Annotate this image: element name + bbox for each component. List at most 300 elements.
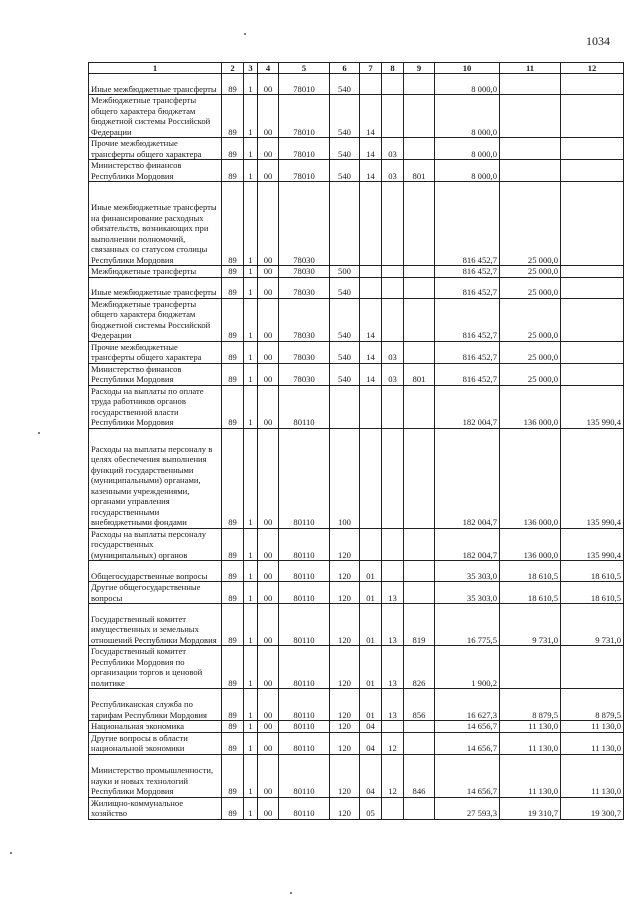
table-cell — [360, 266, 382, 278]
table-row — [89, 428, 624, 528]
row-label: Государственный комитет Республики Мордовия по организации торгов и ценовой политике — [89, 646, 222, 689]
row-label: Министерство финансов Республики Мордовия — [89, 160, 222, 182]
table-cell: 8 000,0 — [435, 95, 500, 138]
table-cell: 801 — [404, 160, 435, 182]
table-cell: 500 — [330, 266, 360, 278]
table-cell: 00 — [258, 160, 279, 182]
table-cell — [382, 298, 404, 341]
table-cell: 25 000,0 — [500, 298, 561, 341]
table-cell — [382, 797, 404, 819]
table-cell: 8 879,5 — [561, 689, 624, 721]
table-cell: 11 130,0 — [500, 754, 561, 797]
table-cell — [500, 95, 561, 138]
table-cell: 1 — [244, 298, 258, 341]
table-cell — [561, 95, 624, 138]
table-cell: 826 — [404, 646, 435, 689]
table-cell: 00 — [258, 428, 279, 528]
table-cell: 01 — [360, 561, 382, 582]
row-label: Другие общегосударственные вопросы — [89, 582, 222, 604]
table-cell: 03 — [382, 341, 404, 363]
table-cell: 25 000,0 — [500, 363, 561, 385]
table-cell: 03 — [382, 363, 404, 385]
row-label: Расходы на выплаты по оплате труда работников органов государственной власти Республики Мордовия — [89, 385, 222, 428]
row-label: Межбюджетные трансферты общего характера бюджетам бюджетной системы Российской Федерации — [89, 95, 222, 138]
column-header: 2 — [222, 63, 244, 74]
table-cell: 120 — [330, 689, 360, 721]
table-cell: 80110 — [279, 754, 330, 797]
table-cell: 801 — [404, 363, 435, 385]
column-header: 8 — [382, 63, 404, 74]
table-cell: 89 — [222, 277, 244, 298]
table-row — [89, 95, 624, 138]
table-cell: 1 — [244, 528, 258, 561]
table-cell: 1 — [244, 363, 258, 385]
table-cell: 35 303,0 — [435, 561, 500, 582]
table-cell: 89 — [222, 732, 244, 754]
table-cell: 120 — [330, 721, 360, 733]
table-cell — [330, 182, 360, 266]
table-cell: 04 — [360, 732, 382, 754]
table-cell: 1 — [244, 582, 258, 604]
table-cell — [561, 341, 624, 363]
table-cell: 540 — [330, 138, 360, 160]
table-cell: 01 — [360, 646, 382, 689]
table-row — [89, 732, 624, 754]
table-cell: 856 — [404, 689, 435, 721]
table-cell — [404, 182, 435, 266]
table-cell: 89 — [222, 385, 244, 428]
scan-speck — [290, 892, 292, 894]
table-cell: 120 — [330, 732, 360, 754]
table-cell: 18 610,5 — [500, 582, 561, 604]
table-cell: 89 — [222, 646, 244, 689]
table-cell: 89 — [222, 528, 244, 561]
table-cell: 14 — [360, 363, 382, 385]
table-cell — [382, 528, 404, 561]
column-header: 4 — [258, 63, 279, 74]
column-header: 3 — [244, 63, 258, 74]
table-cell: 1 — [244, 95, 258, 138]
table-cell: 11 130,0 — [561, 732, 624, 754]
table-cell: 120 — [330, 604, 360, 646]
table-cell: 816 452,7 — [435, 298, 500, 341]
table-cell — [404, 74, 435, 95]
table-cell — [360, 182, 382, 266]
row-label: Общегосударственные вопросы — [89, 561, 222, 582]
table-cell — [404, 138, 435, 160]
row-label: Расходы на выплаты персоналу государственных (муниципальных) органов — [89, 528, 222, 561]
column-header: 12 — [561, 63, 624, 74]
table-cell: 80110 — [279, 604, 330, 646]
table-cell: 1 — [244, 797, 258, 819]
table-cell: 12 — [382, 754, 404, 797]
table-cell: 136 000,0 — [500, 528, 561, 561]
table-row — [89, 74, 624, 95]
table-cell — [382, 385, 404, 428]
table-cell — [404, 298, 435, 341]
table-cell: 78010 — [279, 138, 330, 160]
table-cell: 182 004,7 — [435, 385, 500, 428]
table-row — [89, 182, 624, 266]
table-cell: 89 — [222, 721, 244, 733]
table-cell: 13 — [382, 604, 404, 646]
row-label: Межбюджетные трансферты — [89, 266, 222, 278]
table-cell: 89 — [222, 561, 244, 582]
table-row — [89, 138, 624, 160]
row-label: Иные межбюджетные трансферты — [89, 74, 222, 95]
table-cell: 100 — [330, 428, 360, 528]
row-label: Прочие межбюджетные трансферты общего характера — [89, 138, 222, 160]
table-cell: 182 004,7 — [435, 428, 500, 528]
table-cell: 1 — [244, 138, 258, 160]
table-cell: 11 130,0 — [500, 732, 561, 754]
table-cell: 00 — [258, 689, 279, 721]
row-label: Межбюджетные трансферты общего характера бюджетам бюджетной системы Российской Федерации — [89, 298, 222, 341]
table-cell: 78030 — [279, 341, 330, 363]
table-cell: 89 — [222, 754, 244, 797]
table-cell: 14 656,7 — [435, 754, 500, 797]
table-cell — [561, 298, 624, 341]
table-cell — [561, 646, 624, 689]
table-cell — [360, 277, 382, 298]
table-cell: 00 — [258, 561, 279, 582]
table-cell — [404, 277, 435, 298]
table-cell — [500, 138, 561, 160]
table-cell: 540 — [330, 160, 360, 182]
table-cell — [500, 646, 561, 689]
table-row — [89, 341, 624, 363]
table-cell — [404, 721, 435, 733]
table-cell: 01 — [360, 582, 382, 604]
table-row — [89, 689, 624, 721]
scan-speck — [244, 33, 246, 35]
row-label: Республиканская служба по тарифам Республики Мордовия — [89, 689, 222, 721]
table-cell: 14 — [360, 138, 382, 160]
table-cell: 80110 — [279, 582, 330, 604]
table-cell: 1 — [244, 277, 258, 298]
table-cell: 11 130,0 — [561, 721, 624, 733]
table-cell — [404, 95, 435, 138]
table-cell: 80110 — [279, 721, 330, 733]
table-cell: 540 — [330, 95, 360, 138]
table-cell: 00 — [258, 732, 279, 754]
table-cell: 25 000,0 — [500, 182, 561, 266]
table-cell: 120 — [330, 754, 360, 797]
table-cell: 00 — [258, 721, 279, 733]
table-cell: 14 656,7 — [435, 732, 500, 754]
table-cell: 136 000,0 — [500, 385, 561, 428]
table-cell: 89 — [222, 138, 244, 160]
table-cell — [360, 74, 382, 95]
table-cell: 89 — [222, 582, 244, 604]
table-cell: 120 — [330, 646, 360, 689]
table-cell — [382, 74, 404, 95]
table-cell: 1 — [244, 561, 258, 582]
table-cell — [404, 797, 435, 819]
table-cell: 1 — [244, 160, 258, 182]
table-header-row — [89, 63, 624, 74]
column-header: 7 — [360, 63, 382, 74]
table-cell — [360, 428, 382, 528]
table-cell — [404, 528, 435, 561]
table-cell: 819 — [404, 604, 435, 646]
table-cell: 89 — [222, 95, 244, 138]
table-cell — [382, 561, 404, 582]
column-header: 11 — [500, 63, 561, 74]
table-cell: 80110 — [279, 528, 330, 561]
table-cell: 120 — [330, 797, 360, 819]
table-cell — [382, 428, 404, 528]
table-cell — [382, 266, 404, 278]
table-cell: 120 — [330, 561, 360, 582]
table-cell: 816 452,7 — [435, 341, 500, 363]
table-cell: 19 310,7 — [500, 797, 561, 819]
table-cell — [500, 160, 561, 182]
table-row — [89, 646, 624, 689]
table-cell: 89 — [222, 298, 244, 341]
table-cell: 89 — [222, 160, 244, 182]
table-cell: 00 — [258, 582, 279, 604]
table-cell: 846 — [404, 754, 435, 797]
table-cell: 78030 — [279, 277, 330, 298]
table-cell — [382, 95, 404, 138]
table-cell: 19 300,7 — [561, 797, 624, 819]
table-cell: 80110 — [279, 732, 330, 754]
table-cell: 00 — [258, 528, 279, 561]
row-label: Прочие межбюджетные трансферты общего характера — [89, 341, 222, 363]
table-cell: 89 — [222, 266, 244, 278]
table-cell: 1 — [244, 182, 258, 266]
table-cell: 80110 — [279, 385, 330, 428]
table-cell: 18 610,5 — [561, 582, 624, 604]
table-cell: 00 — [258, 604, 279, 646]
table-cell: 80110 — [279, 797, 330, 819]
table-cell: 78030 — [279, 182, 330, 266]
table-cell: 78010 — [279, 95, 330, 138]
table-cell: 1 — [244, 74, 258, 95]
row-label: Расходы на выплаты персоналу в целях обеспечения выполнения функций государственными (муниципальными) органами, казенными учреждениями, органами управления государственными внебюджетными фондами — [89, 428, 222, 528]
table-cell: 1 — [244, 732, 258, 754]
table-cell: 1 — [244, 721, 258, 733]
table-cell: 00 — [258, 182, 279, 266]
table-cell: 540 — [330, 277, 360, 298]
table-cell: 816 452,7 — [435, 277, 500, 298]
table-cell: 00 — [258, 754, 279, 797]
table-row — [89, 721, 624, 733]
table-cell: 135 990,4 — [561, 528, 624, 561]
row-label: Другие вопросы в области национальной экономики — [89, 732, 222, 754]
table-cell: 1 — [244, 266, 258, 278]
table-cell: 136 000,0 — [500, 428, 561, 528]
table-cell — [500, 74, 561, 95]
table-cell: 78010 — [279, 160, 330, 182]
table-row — [89, 754, 624, 797]
table-cell: 8 000,0 — [435, 138, 500, 160]
table-cell: 89 — [222, 182, 244, 266]
table-cell: 540 — [330, 363, 360, 385]
table-cell — [382, 721, 404, 733]
table-cell: 816 452,7 — [435, 266, 500, 278]
table-cell: 120 — [330, 582, 360, 604]
table-cell: 78030 — [279, 266, 330, 278]
scan-speck — [38, 432, 40, 434]
table-row — [89, 363, 624, 385]
table-cell: 18 610,5 — [500, 561, 561, 582]
table-cell: 13 — [382, 689, 404, 721]
table-cell: 00 — [258, 138, 279, 160]
row-label: Жилищно-коммунальное хозяйство — [89, 797, 222, 819]
table-cell: 89 — [222, 363, 244, 385]
table-cell: 00 — [258, 298, 279, 341]
table-cell: 816 452,7 — [435, 182, 500, 266]
table-cell: 1 — [244, 341, 258, 363]
table-cell: 8 000,0 — [435, 160, 500, 182]
table-cell — [404, 385, 435, 428]
table-cell: 25 000,0 — [500, 277, 561, 298]
table-cell: 1 — [244, 754, 258, 797]
table-cell: 27 593,3 — [435, 797, 500, 819]
table-cell: 120 — [330, 528, 360, 561]
table-cell: 25 000,0 — [500, 266, 561, 278]
table-cell: 00 — [258, 74, 279, 95]
table-cell: 16 627,3 — [435, 689, 500, 721]
table-cell — [404, 266, 435, 278]
table-cell: 13 — [382, 582, 404, 604]
table-cell: 18 610,5 — [561, 561, 624, 582]
table-row — [89, 582, 624, 604]
table-row — [89, 797, 624, 819]
table-cell: 1 — [244, 385, 258, 428]
table-cell: 1 — [244, 428, 258, 528]
table-row — [89, 561, 624, 582]
budget-table — [88, 62, 624, 820]
table-cell — [561, 266, 624, 278]
table-cell: 01 — [360, 689, 382, 721]
table-cell: 89 — [222, 604, 244, 646]
table-row — [89, 160, 624, 182]
table-row — [89, 385, 624, 428]
table-body — [89, 74, 624, 820]
table-cell: 00 — [258, 277, 279, 298]
table-cell — [561, 138, 624, 160]
table-cell — [404, 341, 435, 363]
table-cell: 89 — [222, 689, 244, 721]
column-header: 5 — [279, 63, 330, 74]
table-cell: 05 — [360, 797, 382, 819]
column-header: 6 — [330, 63, 360, 74]
table-row — [89, 604, 624, 646]
table-cell: 04 — [360, 754, 382, 797]
table-cell: 540 — [330, 74, 360, 95]
table-cell — [330, 385, 360, 428]
page-number: 1034 — [586, 34, 610, 48]
row-label: Национальная экономика — [89, 721, 222, 733]
table-cell: 9 731,0 — [561, 604, 624, 646]
table-cell: 00 — [258, 646, 279, 689]
table-cell — [561, 363, 624, 385]
table-cell: 78030 — [279, 363, 330, 385]
table-cell: 03 — [382, 138, 404, 160]
table-cell: 1 — [244, 646, 258, 689]
table-cell: 80110 — [279, 561, 330, 582]
table-row — [89, 298, 624, 341]
table-cell: 04 — [360, 721, 382, 733]
table-cell — [561, 182, 624, 266]
table-cell — [561, 160, 624, 182]
table-cell: 00 — [258, 341, 279, 363]
table-cell: 80110 — [279, 689, 330, 721]
table-cell: 8 000,0 — [435, 74, 500, 95]
table-cell: 89 — [222, 797, 244, 819]
table-cell: 11 130,0 — [561, 754, 624, 797]
table-cell: 540 — [330, 298, 360, 341]
table-cell: 540 — [330, 341, 360, 363]
table-cell: 00 — [258, 95, 279, 138]
table-row — [89, 277, 624, 298]
table-cell: 80110 — [279, 646, 330, 689]
table-cell: 1 900,2 — [435, 646, 500, 689]
table-cell: 89 — [222, 341, 244, 363]
table-cell — [404, 428, 435, 528]
table-cell: 11 130,0 — [500, 721, 561, 733]
table-cell: 01 — [360, 604, 382, 646]
table-cell: 00 — [258, 385, 279, 428]
table-cell: 135 990,4 — [561, 428, 624, 528]
row-label: Иные межбюджетные трансферты на финансирование расходных обязательств, возникающих при выполнении полномочий, связанных со статусом столицы Республики Мордовия — [89, 182, 222, 266]
table-cell — [561, 74, 624, 95]
table-cell: 35 303,0 — [435, 582, 500, 604]
table-cell: 1 — [244, 604, 258, 646]
table-cell: 89 — [222, 74, 244, 95]
column-header: 10 — [435, 63, 500, 74]
table-cell — [382, 182, 404, 266]
table-cell — [360, 528, 382, 561]
table-cell: 12 — [382, 732, 404, 754]
table-cell: 182 004,7 — [435, 528, 500, 561]
scan-speck — [10, 852, 12, 854]
table-cell — [360, 385, 382, 428]
table-cell: 00 — [258, 797, 279, 819]
column-header: 1 — [89, 63, 222, 74]
table-cell: 135 990,4 — [561, 385, 624, 428]
row-label: Государственный комитет имущественных и земельных отношений Республики Мордовия — [89, 604, 222, 646]
table-cell — [382, 277, 404, 298]
table-cell: 78030 — [279, 298, 330, 341]
table-cell: 00 — [258, 363, 279, 385]
row-label: Иные межбюджетные трансферты — [89, 277, 222, 298]
row-label: Министерство финансов Республики Мордовия — [89, 363, 222, 385]
table-cell — [561, 277, 624, 298]
table-cell — [404, 561, 435, 582]
table-row — [89, 266, 624, 278]
table-cell: 13 — [382, 646, 404, 689]
table-cell: 14 — [360, 298, 382, 341]
column-header: 9 — [404, 63, 435, 74]
table-cell: 80110 — [279, 428, 330, 528]
table-cell: 16 775,5 — [435, 604, 500, 646]
table-cell: 816 452,7 — [435, 363, 500, 385]
table-cell: 14 656,7 — [435, 721, 500, 733]
table-cell: 14 — [360, 341, 382, 363]
table-cell: 78010 — [279, 74, 330, 95]
table-cell — [404, 582, 435, 604]
table-cell: 1 — [244, 689, 258, 721]
table-cell: 8 879,5 — [500, 689, 561, 721]
table-cell: 25 000,0 — [500, 341, 561, 363]
table-cell: 14 — [360, 160, 382, 182]
table-cell: 00 — [258, 266, 279, 278]
row-label: Министерство промышленности, науки и новых технологий Республики Мордовия — [89, 754, 222, 797]
